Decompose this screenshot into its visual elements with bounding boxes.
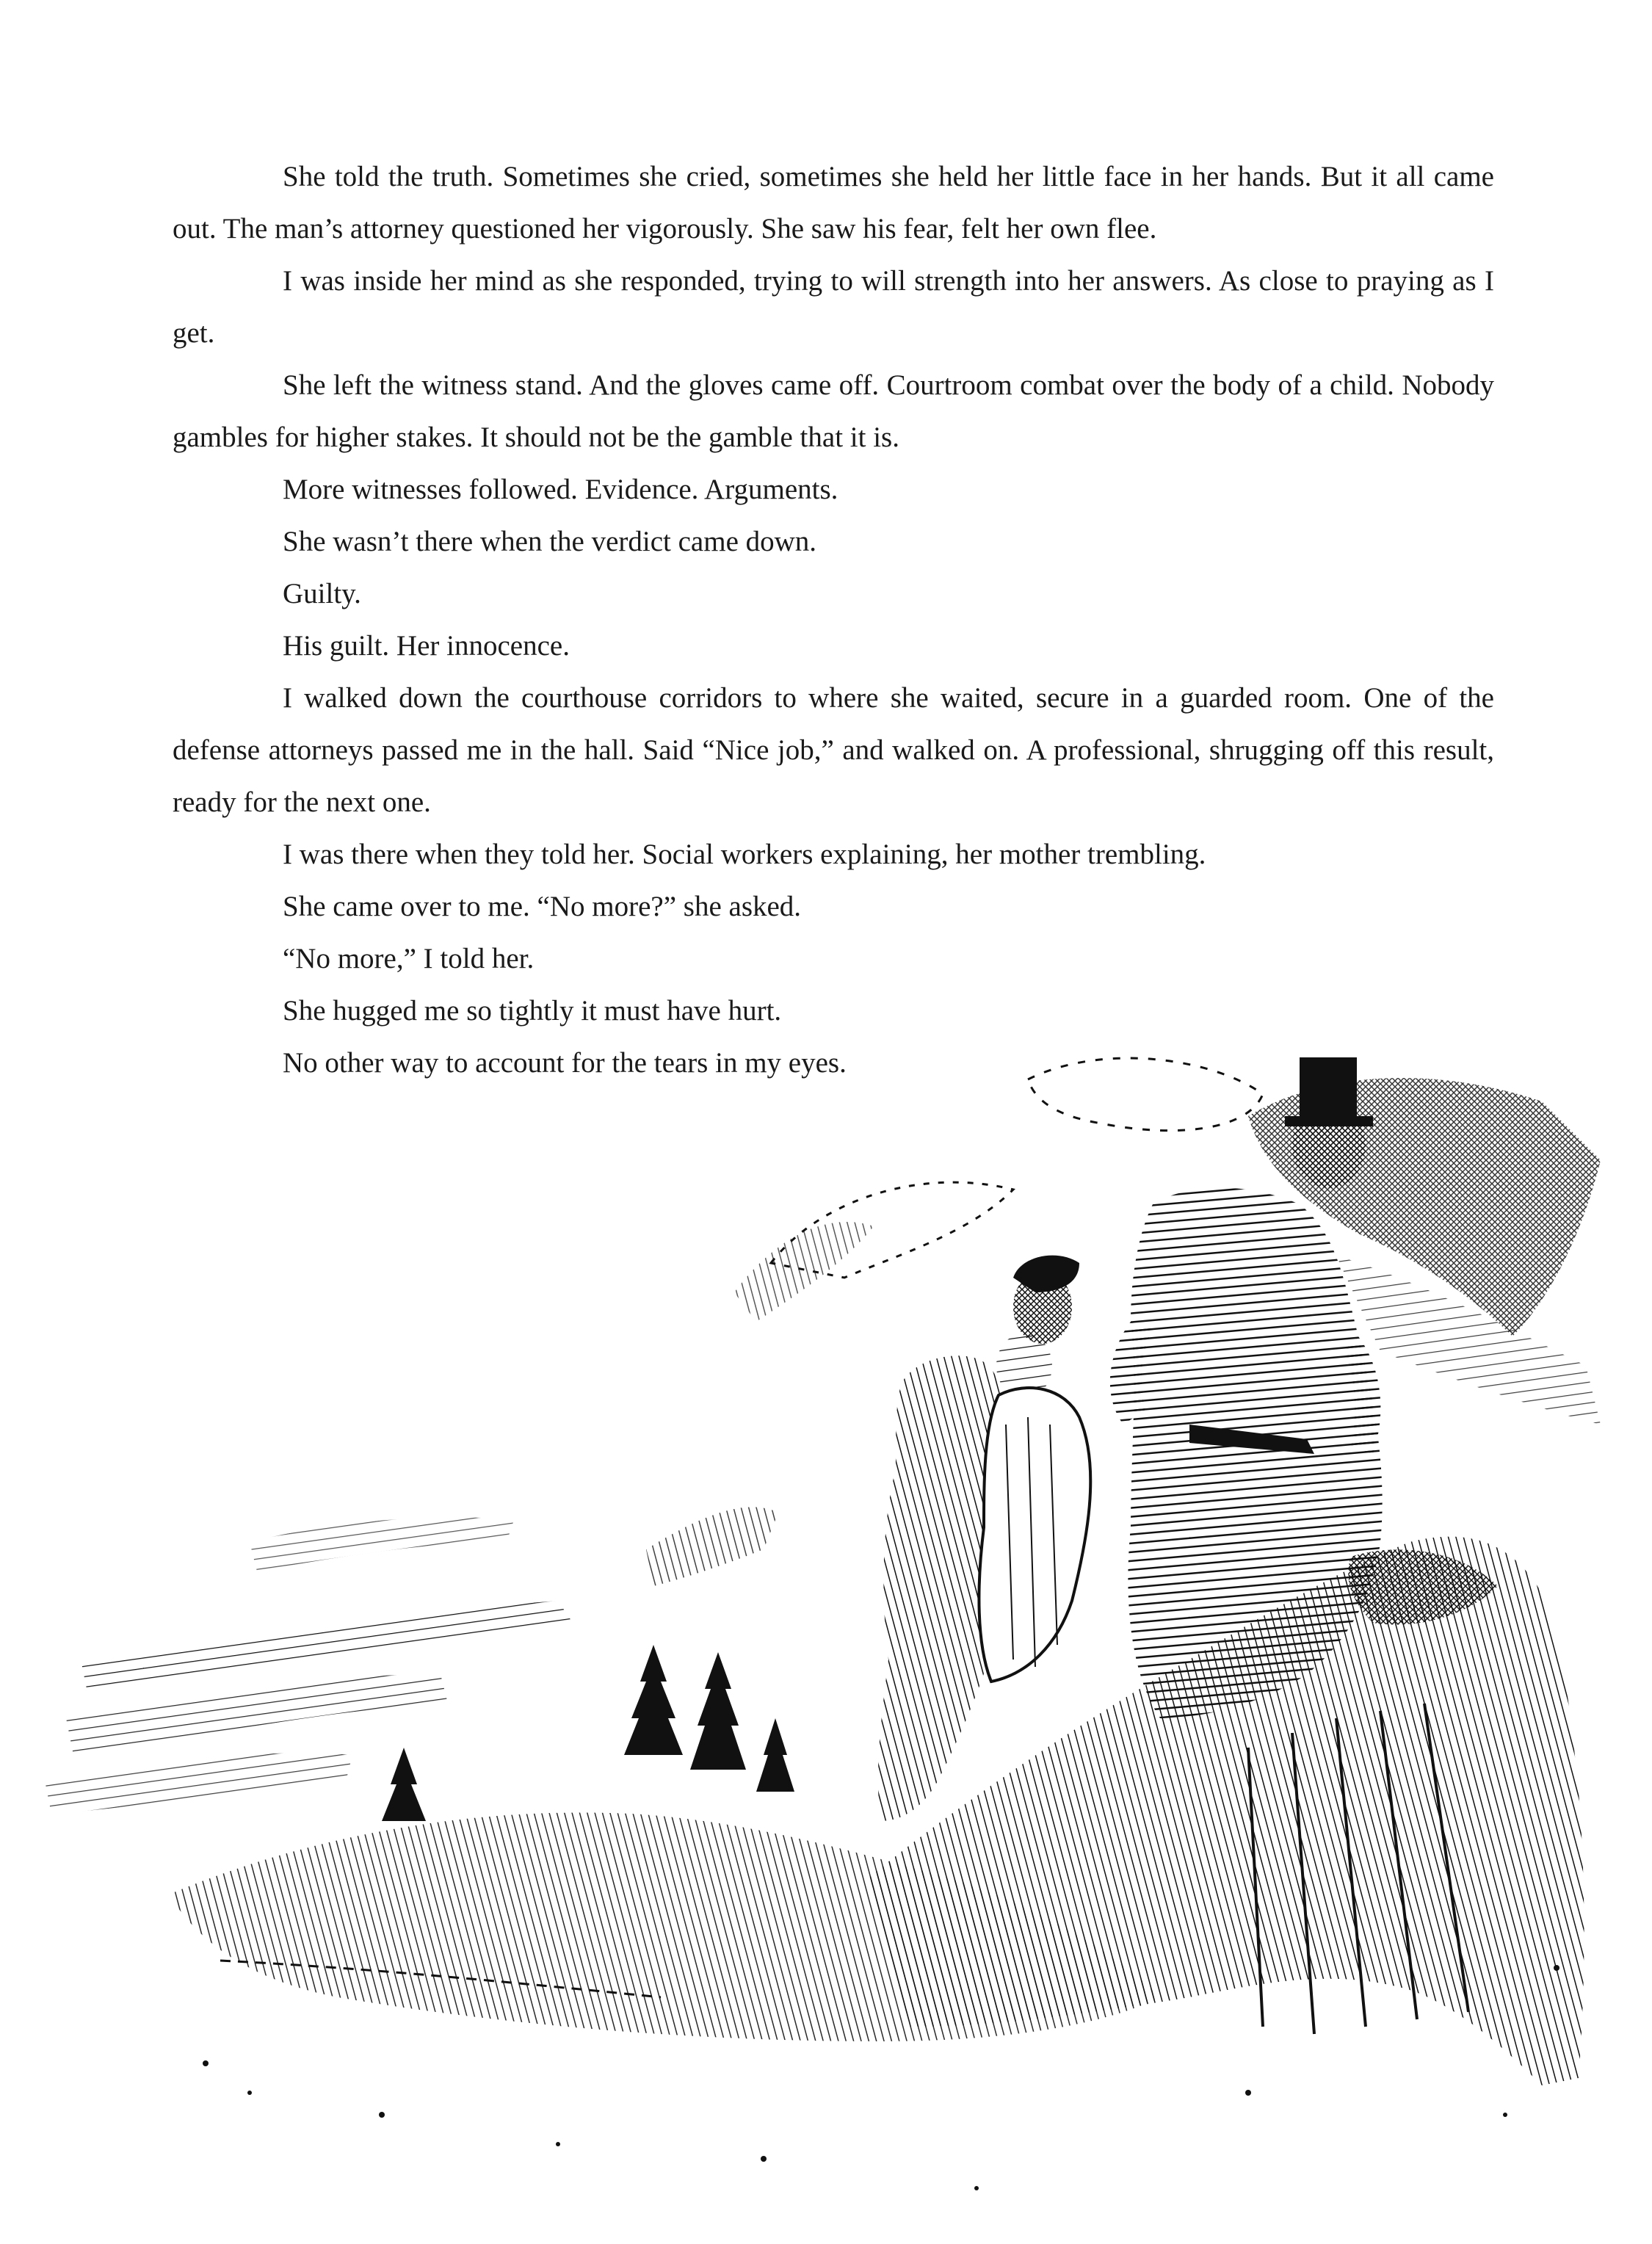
paragraph: She left the witness stand. And the gloves came off. Courtroom combat over the body of a child. Nobody gambles for higher stakes. It should not be the gamble that it is. [173,369,1494,453]
paragraph: Guilty. [283,578,361,609]
paragraph: She wasn’t there when the verdict came down. [283,526,817,557]
pine-trees [382,1645,794,1821]
paragraph: She hugged me so tightly it must have hurt. [283,995,782,1027]
paragraph: She came over to me. “No more?” she asked. [283,891,802,922]
paragraph: I was there when they told her. Social workers explaining, her mother trembling. [283,839,1206,870]
story-text [173,151,1494,1089]
paragraph: “No more,” I told her. [283,943,535,974]
paragraph: More witnesses followed. Evidence. Arguments. [283,474,838,505]
paragraph: I was inside her mind as she responded, trying to will strength into her answers. As close to praying as I get. [173,265,1494,349]
wind-streaks [44,1507,778,1814]
paragraph: I walked down the courthouse corridors to where she waited, secure in a guarded room. One of the defense attorneys passed me in the hall. Said “Nice job,” and walked on. A professional, shrugging off this result, ready for the next one. [173,682,1494,818]
ink-illustration [0,1013,1652,2244]
paragraph: His guilt. Her innocence. [283,630,570,662]
paragraph: She told the truth. Sometimes she cried, sometimes she held her little face in her hands. But it all came out. The man’s attorney questioned her vigorously. She saw his fear, felt her own flee. [173,161,1494,245]
paragraph: No other way to account for the tears in my eyes. [283,1047,847,1079]
